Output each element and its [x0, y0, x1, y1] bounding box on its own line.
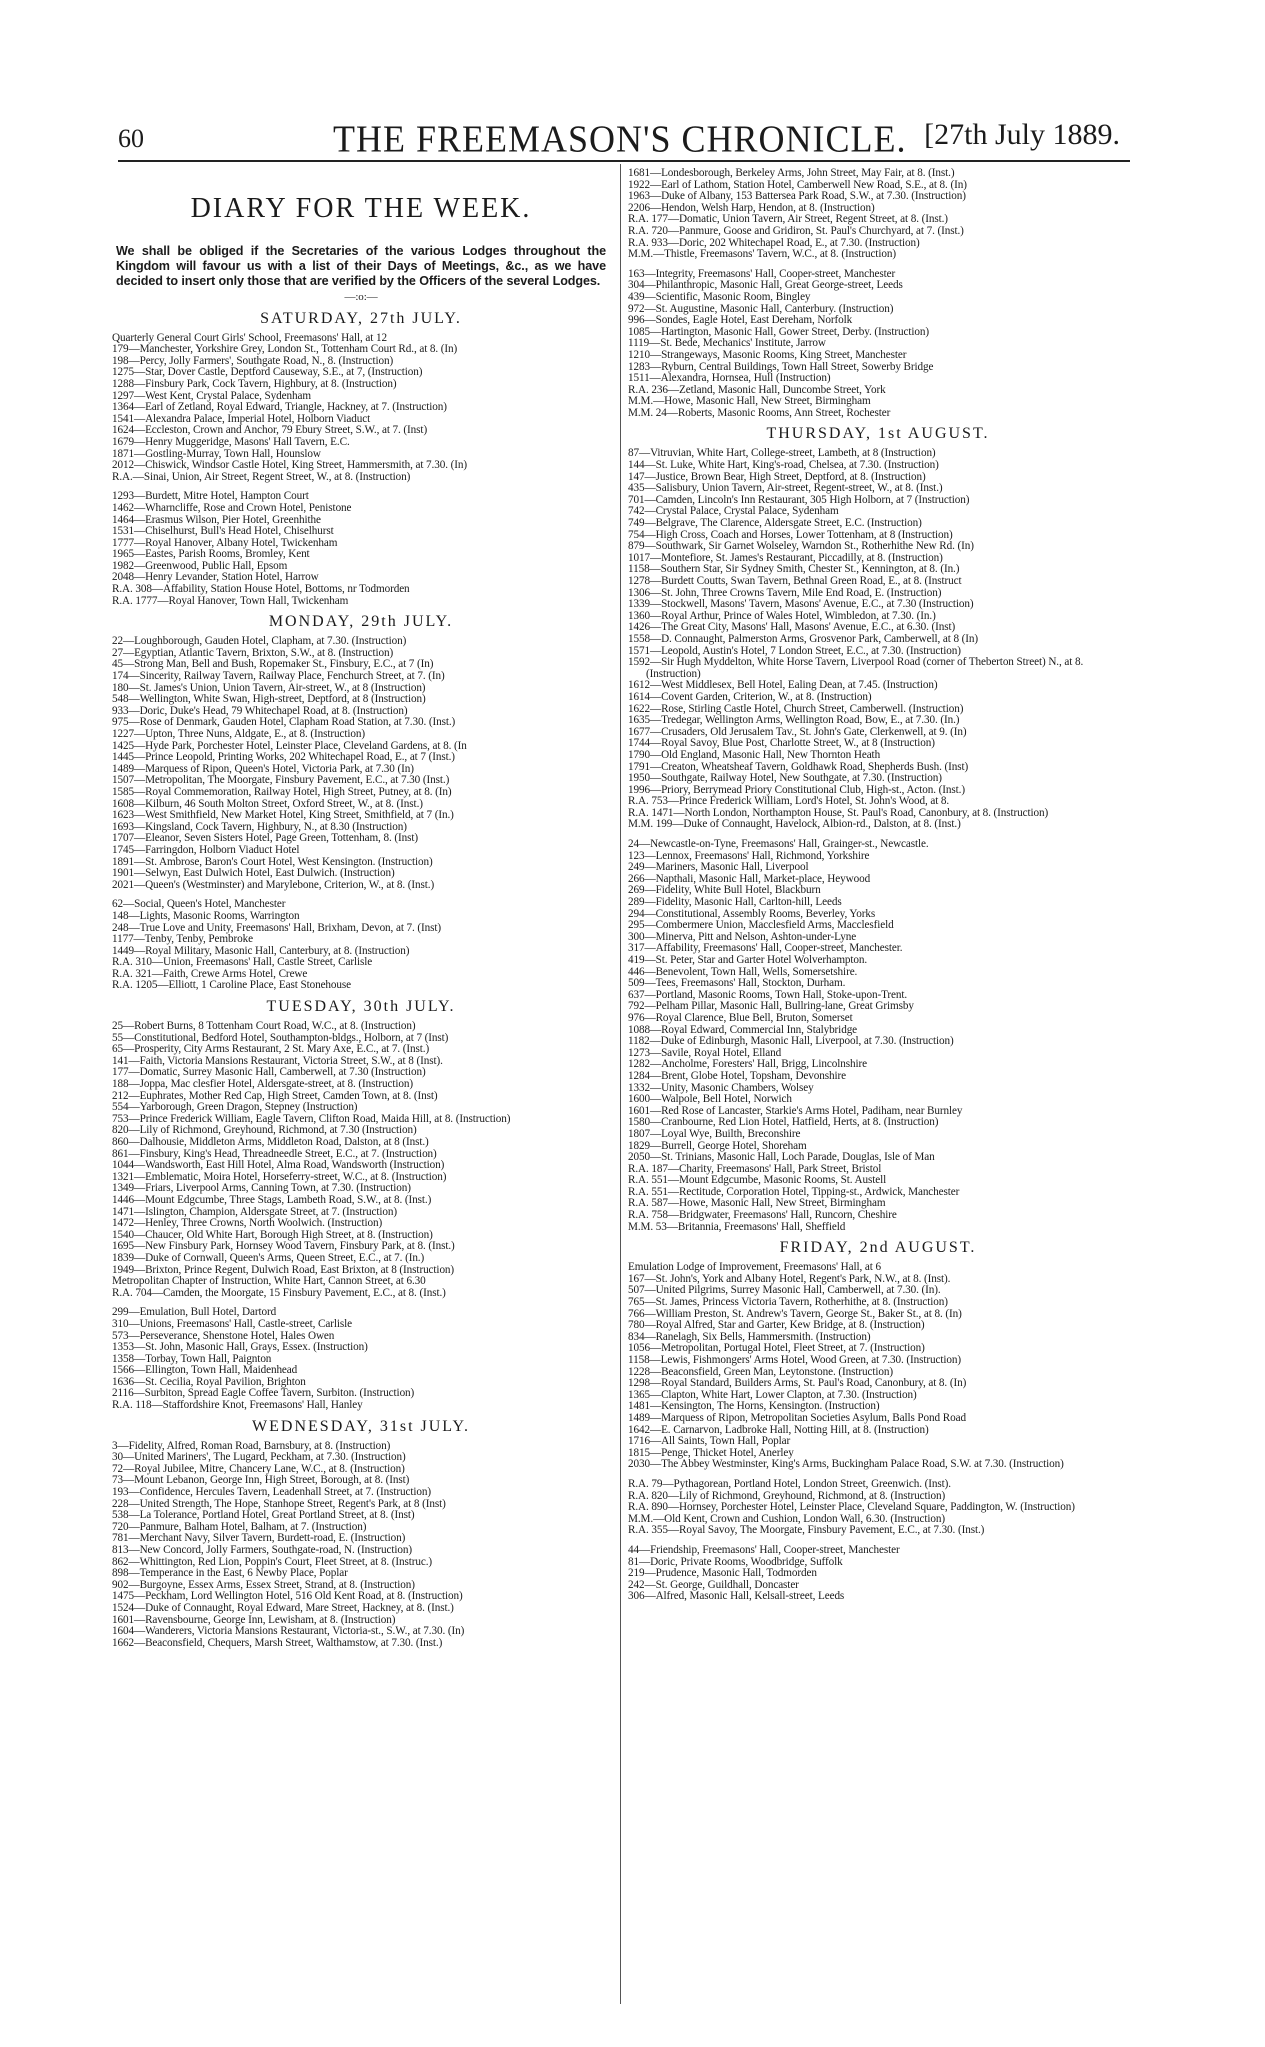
lodge-entry: 294—Constitutional, Assembly Rooms, Beverley, Yorks — [628, 908, 876, 920]
lodge-entry: R.A. 118—Staffordshire Knot, Freemasons' Hall, Hanley — [112, 1400, 363, 1412]
lodge-entry: 141—Faith, Victoria Mansions Restaurant, Victoria Street, S.W., at 8 (Inst). — [112, 1055, 443, 1067]
day-heading-tuesday: TUESDAY, 30th JULY. — [266, 998, 456, 1016]
lodge-entry: 1284—Brent, Globe Hotel, Topsham, Devonshire — [628, 1070, 847, 1082]
lodge-entry: 242—St. George, Guildhall, Doncaster — [628, 1579, 799, 1591]
masthead-title: THE FREEMASON'S CHRONICLE. — [333, 118, 907, 160]
lodge-entry: 72—Royal Jubilee, Mitre, Chancery Lane, W.C., at 8. (Instruction) — [112, 1463, 405, 1475]
column-divider — [620, 164, 621, 2004]
lodge-entry: 289—Fidelity, Masonic Hall, Carlton-hill, Leeds — [628, 897, 842, 909]
lodge-entry: R.A. 321—Faith, Crewe Arms Hotel, Crewe — [112, 968, 308, 980]
lodge-entry: 1571—Leopold, Austin's Hotel, 7 London Street, E.C., at 7.30. (Instruction) — [628, 645, 961, 657]
lodge-entry: 1580—Cranbourne, Red Lion Hotel, Hatfield, Herts, at 8. (Instruction) — [628, 1117, 939, 1129]
lodge-entry: 1949—Brixton, Prince Regent, Dulwich Road, East Brixton, at 8 (Instruction) — [112, 1264, 455, 1276]
lodge-entry: 179—Manchester, Yorkshire Grey, London St., Tottenham Court Rd., at 8. (In) — [112, 344, 458, 356]
lodge-entry: 1963—Duke of Albany, 153 Battersea Park Road, S.W., at 7.30. (Instruction) — [628, 191, 966, 203]
lodge-entry: 1464—Erasmus Wilson, Pier Hotel, Greenhithe — [112, 514, 321, 526]
lodge-entry: 1604—Wanderers, Victoria Mansions Restaurant, Victoria-st., S.W., at 7.30. (In) — [112, 1626, 465, 1638]
lodge-entry: 148—Lights, Masonic Rooms, Warrington — [112, 910, 300, 922]
lodge-entry: 1349—Friars, Liverpool Arms, Canning Town, at 7.30. (Instruction) — [112, 1183, 411, 1195]
tuesday-london-list — [112, 1021, 610, 1299]
lodge-entry: 1524—Duke of Connaught, Royal Edward, Mare Street, Hackney, at 8. (Inst.) — [112, 1602, 454, 1614]
lodge-entry: R.A. 933—Doric, 202 Whitechapel Road, E., at 7.30. (Instruction) — [628, 237, 920, 249]
lodge-entry: 1353—St. John, Masonic Hall, Grays, Essex. (Instruction) — [112, 1342, 368, 1354]
lodge-entry: 87—Vitruvian, White Hart, College-street, Lambeth, at 8 (Instruction) — [628, 448, 936, 460]
lodge-entry: 1922—Earl of Lathom, Station Hotel, Camberwell New Road, S.E., at 8. (In) — [628, 179, 967, 191]
lodge-entry: 1531—Chiselhurst, Bull's Head Hotel, Chiselhurst — [112, 526, 334, 538]
lodge-entry: 834—Ranelagh, Six Bells, Hammersmith. (Instruction) — [628, 1331, 871, 1343]
lodge-entry: 73—Mount Lebanon, George Inn, High Street, Borough, at 8. (Inst) — [112, 1475, 410, 1487]
separator: —:o:— — [344, 291, 378, 303]
lodge-entry: 1566—Ellington, Town Hall, Maidenhead — [112, 1365, 298, 1377]
lodge-entry: 1275—Star, Dover Castle, Deptford Causeway, S.E., at 7, (Instruction) — [112, 367, 423, 379]
lodge-entry: 1891—St. Ambrose, Baron's Court Hotel, West Kensington. (Instruction) — [112, 856, 433, 868]
lodge-entry: 1445—Prince Leopold, Printing Works, 202 Whitechapel Road, E., at 7 (Inst.) — [112, 752, 455, 764]
lodge-entry: 2030—The Abbey Westminster, King's Arms, Buckingham Palace Road, S.W. at 7.30. (Instruction) — [628, 1459, 1064, 1471]
lodge-entry: 1662—Beaconsfield, Chequers, Marsh Street, Walthamstow, at 7.30. (Inst.) — [112, 1637, 443, 1649]
lodge-entry: 996—Sondes, Eagle Hotel, East Dereham, Norfolk — [628, 315, 853, 327]
lodge-entry: 792—Pelham Pillar, Masonic Hall, Bullring-lane, Great Grimsby — [628, 1001, 914, 1013]
lodge-entry: 972—St. Augustine, Masonic Hall, Canterbury. (Instruction) — [628, 303, 894, 315]
lodge-entry: 1950—Southgate, Railway Hotel, New Southgate, at 7.30. (Instruction) — [628, 773, 942, 785]
lodge-entry: 24—Newcastle-on-Tyne, Freemasons' Hall, Grainger-st., Newcastle. — [628, 839, 929, 851]
lodge-entry: 1228—Beaconsfield, Green Man, Leytonstone. (Instruction) — [628, 1366, 894, 1378]
lodge-entry: 1489—Marquess of Ripon, Queen's Hotel, Victoria Park, at 7.30 (In) — [112, 763, 414, 775]
lodge-entry: 269—Fidelity, White Bull Hotel, Blackburn — [628, 885, 821, 897]
lodge-entry: 1044—Wandsworth, East Hill Hotel, Alma Road, Wandsworth (Instruction) — [112, 1160, 445, 1172]
lodge-entry: 1425—Hyde Park, Porchester Hotel, Leinster Place, Cleveland Gardens, at 8. (In — [112, 740, 467, 752]
lodge-entry: 1481—Kensington, The Horns, Kensington. (Instruction) — [628, 1401, 880, 1413]
lodge-entry: 299—Emulation, Bull Hotel, Dartord — [112, 1307, 277, 1319]
spacer — [112, 1299, 610, 1307]
lodge-entry: R.A. 758—Bridgwater, Freemasons' Hall, Runcorn, Cheshire — [628, 1210, 897, 1222]
lodge-entry: 1540—Chaucer, Old White Hart, Borough High Street, at 8. (Instruction) — [112, 1229, 433, 1241]
lodge-entry: 1449—Royal Military, Masonic Hall, Canterbury, at 8. (Instruction) — [112, 945, 410, 957]
lodge-entry: R.A. 820—Lily of Richmond, Greyhound, Richmond, at 8. (Instruction) — [628, 1490, 946, 1502]
lodge-entry: 1815—Penge, Thicket Hotel, Anerley — [628, 1447, 794, 1459]
day-heading-wednesday: WEDNESDAY, 31st JULY. — [252, 1417, 470, 1435]
lodge-entry: R.A. 308—Affability, Station House Hotel, Bottoms, nr Todmorden — [112, 584, 410, 596]
lodge-entry: R.A. 753—Prince Frederick William, Lord's Hotel, St. John's Wood, at 8. — [628, 796, 950, 808]
lodge-entry: 55—Constitutional, Bedford Hotel, Southampton-bldgs., Holborn, at 7 (Inst) — [112, 1032, 449, 1044]
lodge-entry: 742—Crystal Palace, Crystal Palace, Sydenham — [628, 506, 839, 518]
lodge-entry: 1297—West Kent, Crystal Palace, Sydenham — [112, 390, 311, 402]
lodge-entry: 1901—Selwyn, East Dulwich Hotel, East Dulwich. (Instruction) — [112, 868, 395, 880]
lodge-entry: 1507—Metropolitan, The Moorgate, Finsbury Pavement, E.C., at 7.30 (Inst.) — [112, 775, 450, 787]
lodge-entry: 1601—Ravensbourne, George Inn, Lewisham, at 8. (Instruction) — [112, 1614, 396, 1626]
lodge-entry: 1965—Eastes, Parish Rooms, Bromley, Kent — [112, 549, 310, 561]
lodge-entry: Metropolitan Chapter of Instruction, White Hart, Cannon Street, at 6.30 — [112, 1276, 426, 1288]
wednesday-london-list — [112, 1441, 610, 1650]
lodge-entry: M.M.—Old Kent, Crown and Cushion, London Wall, 6.30. (Instruction) — [628, 1513, 946, 1525]
lodge-entry: 306—Alfred, Masonic Hall, Kelsall-street, Leeds — [628, 1591, 845, 1603]
lodge-entry: 1791—Creaton, Wheatsheaf Tavern, Goldhawk Road, Shepherds Bush. (Inst) — [628, 761, 969, 773]
lodge-entry: 1558—D. Connaught, Palmerston Arms, Grosvenor Park, Camberwell, at 8 (In) — [628, 633, 979, 645]
lodge-entry: 1707—Eleanor, Seven Sisters Hotel, Page Green, Tottenham, 8. (Inst) — [112, 833, 418, 845]
lodge-entry: 1624—Eccleston, Crown and Anchor, 79 Ebury Street, S.W., at 7. (Inst) — [112, 425, 428, 437]
lodge-entry: 573—Perseverance, Shenstone Hotel, Hales Owen — [112, 1330, 335, 1342]
lodge-entry: 1298—Royal Standard, Builders Arms, St. Paul's Road, Canonbury, at 8. (In) — [628, 1378, 967, 1390]
wednesday-provincial-list — [628, 269, 1128, 420]
lodge-entry: 1278—Burdett Coutts, Swan Tavern, Bethnal Green Road, E., at 8. (Instruct — [628, 576, 962, 587]
lodge-entry: 1614—Covent Garden, Criterion, W., at 8. (Instruction) — [628, 691, 872, 703]
day-heading-thursday: THURSDAY, 1st AUGUST. — [766, 425, 990, 443]
lodge-entry: 1608—Kilburn, 46 South Molton Street, Oxford Street, W., at 8. (Inst.) — [112, 798, 423, 810]
monday-provincial-list — [112, 899, 610, 992]
lodge-entry: 310—Unions, Freemasons' Hall, Castle-street, Carlisle — [112, 1318, 353, 1330]
spacer — [112, 483, 610, 491]
spacer — [628, 261, 1128, 269]
lodge-entry: 860—Dalhousie, Middleton Arms, Middleton Road, Dalston, at 8 (Inst.) — [112, 1137, 429, 1148]
lodge-entry: 1790—Old England, Masonic Hall, New Thornton Heath — [628, 749, 881, 761]
lodge-entry: 1592—Sir Hugh Myddelton, White Horse Tavern, Liverpool Road (corner of Theberton Street) N., at 8. (Instruction) — [628, 657, 1084, 680]
lodge-entry: Quarterly General Court Girls' School, Freemasons' Hall, at 12 — [112, 332, 387, 344]
lodge-entry: 30—United Mariners', The Lugard, Peckham, at 7.30. (Instruction) — [112, 1452, 406, 1464]
lodge-entry: 1088—Royal Edward, Commercial Inn, Stalybridge — [628, 1024, 858, 1036]
lodge-entry: 2012—Chiswick, Windsor Castle Hotel, King Street, Hammersmith, at 7.30. (In) — [112, 460, 467, 472]
lodge-entry: 1472—Henley, Three Crowns, North Woolwich. (Instruction) — [112, 1218, 383, 1230]
lodge-entry: 753—Prince Frederick William, Eagle Tavern, Clifton Road, Maida Hill, at 8. (Instruction) — [112, 1113, 511, 1125]
lodge-entry: 1745—Farringdon, Holborn Viaduct Hotel — [112, 844, 300, 856]
lodge-entry: 163—Integrity, Freemasons' Hall, Cooper-street, Manchester — [628, 268, 896, 280]
lodge-entry: 188—Joppa, Mac clesfier Hotel, Aldersgate-street, at 8. (Instruction) — [112, 1079, 413, 1091]
lodge-entry: 554—Yarborough, Green Dragon, Stepney (Instruction) — [112, 1102, 358, 1114]
page-number: 60 — [118, 124, 144, 153]
lodge-entry: 2050—St. Trinians, Masonic Hall, Loch Parade, Douglas, Isle of Man — [628, 1152, 935, 1164]
lodge-entry: R.A. 79—Pythagorean, Portland Hotel, London Street, Greenwich. (Inst). — [628, 1478, 951, 1490]
lodge-entry: 248—True Love and Unity, Freemasons' Hall, Brixham, Devon, at 7. (Inst) — [112, 922, 442, 934]
lodge-entry: R.A. 1205—Elliott, 1 Caroline Place, East Stonehouse — [112, 980, 352, 992]
lodge-entry: 1306—St. John, Three Crowns Tavern, Mile End Road, E. (Instruction) — [628, 587, 942, 599]
lodge-entry: R.A.—Sinai, Union, Air Street, Regent Street, W., at 8. (Instruction) — [112, 471, 411, 483]
lodge-entry: 2206—Hendon, Welsh Harp, Hendon, at 8. (Instruction) — [628, 202, 875, 214]
lodge-entry: R.A. 355—Royal Savoy, The Moorgate, Finsbury Pavement, E.C., at 7.30. (Inst.) — [628, 1525, 985, 1537]
lodge-entry: 1642—E. Carnarvon, Ladbroke Hall, Notting Hill, at 8. (Instruction) — [628, 1424, 929, 1436]
lodge-entry: 507—United Pilgrims, Surrey Masonic Hall, Camberwell, at 7.30. (In). — [628, 1285, 941, 1297]
lodge-entry: 198—Percy, Jolly Farmers', Southgate Road, N., 8. (Instruction) — [112, 355, 394, 367]
lodge-entry: 933—Doric, Duke's Head, 79 Whitechapel Road, at 8. (Instruction) — [112, 705, 408, 717]
lodge-entry: 62—Social, Queen's Hotel, Manchester — [112, 899, 286, 911]
lodge-entry: 1585—Royal Commemoration, Railway Hotel, High Street, Putney, at 8. (In) — [112, 786, 452, 798]
lodge-entry: 177—Domatic, Surrey Masonic Hall, Camberwell, at 7.30 (Instruction) — [112, 1067, 426, 1079]
lodge-entry: 1158—Lewis, Fishmongers' Arms Hotel, Wood Green, at 7.30. (Instruction) — [628, 1355, 962, 1366]
lodge-entry: 1677—Crusaders, Old Jerusalem Tav., St. John's Gate, Clerkenwell, at 9. (In) — [628, 726, 967, 738]
lodge-entry: 446—Benevolent, Town Hall, Wells, Somersetshire. — [628, 966, 858, 978]
lodge-entry: 1475—Peckham, Lord Wellington Hotel, 516 Old Kent Road, at 8. (Instruction) — [112, 1591, 463, 1603]
lodge-entry: 1365—Clapton, White Hart, Lower Clapton, at 7.30. (Instruction) — [628, 1389, 917, 1401]
lodge-entry: 1288—Finsbury Park, Cock Tavern, Highbury, at 8. (Instruction) — [112, 378, 397, 390]
lodge-entry: 1364—Earl of Zetland, Royal Edward, Triangle, Hackney, at 7. (Instruction) — [112, 402, 447, 414]
thursday-provincial-list — [628, 839, 1128, 1233]
lodge-entry: M.M.—Howe, Masonic Hall, New Street, Birmingham — [628, 396, 871, 408]
lodge-entry: 862—Whittington, Red Lion, Poppin's Court, Fleet Street, at 8. (Instruc.) — [112, 1556, 433, 1568]
lodge-entry: 766—William Preston, St. Andrew's Tavern, George St., Baker St., at 8. (In) — [628, 1308, 962, 1320]
lodge-entry: 219—Prudence, Masonic Hall, Todmorden — [628, 1568, 817, 1580]
saturday-provincial-list — [112, 491, 610, 607]
lodge-entry: 295—Combermere Union, Macclesfield Arms, Macclesfield — [628, 920, 894, 932]
saturday-london-list — [112, 333, 610, 484]
lodge-entry: 861—Finsbury, King's Head, Threadneedle Street, E.C., at 7. (Instruction) — [112, 1148, 437, 1160]
lodge-entry: R.A. 177—Domatic, Union Tavern, Air Street, Regent Street, at 8. (Inst.) — [628, 214, 948, 226]
issue-date: [27th July 1889. — [924, 118, 1120, 151]
lodge-entry: 1339—Stockwell, Masons' Tavern, Masons' Avenue, E.C., at 7.30 (Instruction) — [628, 599, 974, 611]
day-heading-saturday: SATURDAY, 27th JULY. — [260, 309, 462, 327]
lodge-entry: 1612—West Middlesex, Bell Hotel, Ealing Dean, at 7.45. (Instruction) — [628, 680, 938, 692]
lodge-entry: 754—High Cross, Coach and Horses, Lower Tottenham, at 8 (Instruction) — [628, 529, 953, 541]
lodge-entry: 720—Panmure, Balham Hotel, Balham, at 7. (Instruction) — [112, 1521, 367, 1533]
lodge-entry: 1332—Unity, Masonic Chambers, Wolsey — [628, 1082, 814, 1094]
lodge-entry: R.A. 587—Howe, Masonic Hall, New Street, Birmingham — [628, 1198, 886, 1210]
lodge-entry: R.A. 551—Rectitude, Corporation Hotel, Tipping-st., Ardwick, Manchester — [628, 1186, 960, 1198]
wednesday-london-continued-list — [628, 168, 1128, 261]
lodge-entry: 975—Rose of Denmark, Gauden Hotel, Clapham Road Station, at 7.30. (Inst.) — [112, 717, 456, 729]
lodge-entry: 1017—Montefiore, St. James's Restaurant, Piccadilly, at 8. (Instruction) — [628, 552, 943, 564]
lodge-entry: 1085—Hartington, Masonic Hall, Gower Street, Derby. (Instruction) — [628, 326, 929, 338]
lodge-entry: 1839—Duke of Cornwall, Queen's Arms, Queen Street, E.C., at 7. (In.) — [112, 1252, 425, 1264]
lodge-entry: 548—Wellington, White Swan, High-street, Deptford, at 8 (Instruction) — [112, 694, 426, 706]
lodge-entry: 1996—Priory, Berrymead Priory Constitutional Club, High-st., Acton. (Inst.) — [628, 784, 966, 796]
lodge-entry: 1829—Burrell, George Hotel, Shoreham — [628, 1140, 807, 1152]
lodge-entry: 749—Belgrave, The Clarence, Aldersgate Street, E.C. (Instruction) — [628, 518, 922, 530]
lodge-entry: 1358—Torbay, Town Hall, Paignton — [112, 1353, 272, 1365]
lodge-entry: 45—Strong Man, Bell and Bush, Ropemaker St., Finsbury, E.C., at 7 (In) — [112, 659, 434, 671]
lodge-entry: 1636—St. Cecilia, Royal Pavilion, Brighton — [112, 1376, 306, 1388]
lodge-entry: 144—St. Luke, White Hart, King's-road, Chelsea, at 7.30. (Instruction) — [628, 460, 939, 472]
lodge-entry: 976—Royal Clarence, Blue Bell, Bruton, Somerset — [628, 1012, 853, 1024]
lodge-entry: 1541—Alexandra Palace, Imperial Hotel, Holborn Viaduct — [112, 413, 371, 425]
lodge-entry: 180—St. James's Union, Union Tavern, Air-street, W., at 8 (Instruction) — [112, 682, 426, 694]
lodge-entry: 1471—Islington, Champion, Aldersgate Street, at 7. (Instruction) — [112, 1206, 398, 1218]
lodge-entry: 174—Sincerity, Railway Tavern, Railway Place, Fenchurch Street, at 7. (In) — [112, 671, 445, 683]
diary-title: DIARY FOR THE WEEK. — [190, 193, 532, 224]
lodge-entry: 27—Egyptian, Atlantic Tavern, Brixton, S.W., at 8. (Instruction) — [112, 647, 394, 659]
lodge-entry: 1693—Kingsland, Cock Tavern, Highbury, N., at 8.30 (Instruction) — [112, 821, 407, 833]
lodge-entry: R.A. 551—Mount Edgcumbe, Masonic Rooms, St. Austell — [628, 1175, 887, 1187]
thursday-london-list — [628, 448, 1128, 831]
lodge-entry: R.A. 236—Zetland, Masonic Hall, Duncombe Street, York — [628, 384, 886, 396]
lodge-entry: 813—New Concord, Jolly Farmers, Southgate-road, N. (Instruction) — [112, 1545, 412, 1556]
lodge-entry: 65—Prosperity, City Arms Restaurant, 2 St. Mary Axe, E.C., at 7. (Inst.) — [112, 1044, 430, 1056]
monday-london-list — [112, 636, 610, 891]
lodge-entry: 1360—Royal Arthur, Prince of Wales Hotel, Wimbledon, at 7.30. (In.) — [628, 610, 936, 622]
spacer — [628, 1537, 1128, 1545]
diary-intro: We shall be obliged if the Secretaries of the various Lodges throughout the Kingdom will favour us with a list of their Days of Meetings, &c., as we have decided to insert only those that are verified by the Officers of the several Lodges. — [116, 244, 606, 288]
lodge-entry: M.M.—Thistle, Freemasons' Tavern, W.C., at 8. (Instruction) — [628, 249, 896, 261]
lodge-entry: 781—Merchant Navy, Silver Tavern, Burdett-road, E. (Instruction) — [112, 1533, 406, 1545]
lodge-entry: 147—Justice, Brown Bear, High Street, Deptford, at 8. (Instruction) — [628, 471, 926, 483]
lodge-entry: 1489—Marquess of Ripon, Metropolitan Societies Asylum, Balls Pond Road — [628, 1412, 966, 1424]
spacer — [112, 891, 610, 899]
lodge-entry: 637—Portland, Masonic Rooms, Town Hall, Stoke-upon-Trent. — [628, 989, 908, 1001]
lodge-entry: 193—Confidence, Hercules Tavern, Leadenhall Street, at 7. (Instruction) — [112, 1487, 432, 1499]
lodge-entry: 228—United Strength, The Hope, Stanhope Street, Regent's Park, at 8 (Inst) — [112, 1498, 446, 1510]
lodge-entry: 419—St. Peter, Star and Garter Hotel Wolverhampton. — [628, 955, 868, 966]
lodge-entry: 1679—Henry Muggeridge, Masons' Hall Tavern, E.C. — [112, 436, 350, 448]
lodge-entry: M.M. 53—Britannia, Freemasons' Hall, Sheffield — [628, 1221, 846, 1233]
lodge-entry: 1871—Gostling-Murray, Town Hall, Hounslow — [112, 448, 321, 460]
lodge-entry: 1623—West Smithfield, New Market Hotel, King Street, Smithfield, at 7 (In.) — [112, 810, 454, 822]
lodge-entry: 3—Fidelity, Alfred, Roman Road, Barnsbury, at 8. (Instruction) — [112, 1440, 391, 1452]
spacer — [628, 831, 1128, 839]
lodge-entry: 1177—Tenby, Tenby, Pembroke — [112, 934, 253, 946]
lodge-entry: 509—Tees, Freemasons' Hall, Stockton, Durham. — [628, 978, 846, 990]
lodge-entry: 1744—Royal Savoy, Blue Post, Charlotte Street, W., at 8 (Instruction) — [628, 738, 935, 750]
lodge-entry: 1446—Mount Edgcumbe, Three Stags, Lambeth Road, S.W., at 8. (Inst.) — [112, 1194, 432, 1206]
lodge-entry: 2116—Surbiton, Spread Eagle Coffee Tavern, Surbiton. (Instruction) — [112, 1388, 415, 1400]
lodge-entry: 1282—Ancholme, Foresters' Hall, Brigg, Lincolnshire — [628, 1059, 867, 1071]
friday-chapters-list — [628, 1479, 1128, 1537]
lodge-entry: 1158—Southern Star, Sir Sydney Smith, Chester St., Kennington, at 8. (In.) — [628, 564, 960, 576]
lodge-entry: 123—Lennox, Freemasons' Hall, Richmond, Yorkshire — [628, 850, 870, 862]
lodge-entry: 1227—Upton, Three Nuns, Aldgate, E., at 8. (Instruction) — [112, 729, 366, 740]
lodge-entry: 701—Camden, Lincoln's Inn Restaurant, 305 High Holborn, at 7 (Instruction) — [628, 494, 970, 506]
left-column — [112, 168, 610, 1993]
lodge-entry: 1056—Metropolitan, Portugal Hotel, Fleet Street, at 7. (Instruction) — [628, 1343, 925, 1355]
lodge-entry: 1273—Savile, Royal Hotel, Elland — [628, 1047, 782, 1059]
lodge-entry: 25—Robert Burns, 8 Tottenham Court Road, W.C., at 8. (Instruction) — [112, 1021, 416, 1033]
lodge-entry: R.A. 1471—North London, Northampton House, St. Paul's Road, Canonbury, at 8. (Instruction) — [628, 807, 1049, 819]
lodge-entry: 81—Doric, Private Rooms, Woodbridge, Suffolk — [628, 1556, 843, 1568]
lodge-entry: 2048—Henry Levander, Station Hotel, Harrow — [112, 572, 319, 584]
lodge-entry: M.M. 24—Roberts, Masonic Rooms, Ann Street, Rochester — [628, 407, 891, 419]
lodge-entry: 898—Temperance in the East, 6 Newby Place, Poplar — [112, 1568, 348, 1580]
lodge-entry: 902—Burgoyne, Essex Arms, Essex Street, Strand, at 8. (Instruction) — [112, 1579, 415, 1591]
lodge-entry: 1210—Strangeways, Masonic Rooms, King Street, Manchester — [628, 349, 907, 361]
lodge-entry: 212—Euphrates, Mother Red Cap, High Street, Camden Town, at 8. (Inst) — [112, 1090, 438, 1102]
lodge-entry: R.A. 704—Camden, the Moorgate, 15 Finsbury Pavement, E.C., at 8. (Inst.) — [112, 1287, 446, 1299]
lodge-entry: 435—Salisbury, Union Tavern, Air-street, Regent-street, W., at 8. (Inst.) — [628, 483, 943, 495]
lodge-entry: 1462—Wharncliffe, Rose and Crown Hotel, Penistone — [112, 502, 352, 514]
lodge-entry: 1681—Londesborough, Berkeley Arms, John Street, May Fair, at 8. (Inst.) — [628, 168, 955, 179]
lodge-entry: 1283—Ryburn, Central Buildings, Town Hall Street, Sowerby Bridge — [628, 361, 934, 373]
lodge-entry: 1982—Greenwood, Public Hall, Epsom — [112, 560, 288, 572]
lodge-entry: 1622—Rose, Stirling Castle Hotel, Church Street, Camberwell. (Instruction) — [628, 703, 964, 715]
lodge-entry: 1600—Walpole, Bell Hotel, Norwich — [628, 1094, 792, 1106]
lodge-entry: R.A. 890—Hornsey, Porchester Hotel, Leinster Place, Cleveland Square, Paddington, W. (Instruction) — [628, 1502, 1075, 1514]
lodge-entry: 879—Southwark, Sir Garnet Wolseley, Warndon St., Rotherhithe New Rd. (In) — [628, 541, 974, 553]
friday-london-list — [628, 1262, 1128, 1471]
lodge-entry: 1426—The Great City, Masons' Hall, Masons' Avenue, E.C., at 6.30. (Inst) — [628, 622, 956, 634]
lodge-entry: 44—Friendship, Freemasons' Hall, Cooper-street, Manchester — [628, 1544, 900, 1556]
lodge-entry: 1601—Red Rose of Lancaster, Starkie's Arms Hotel, Padiham, near Burnley — [628, 1105, 963, 1117]
lodge-entry: 1293—Burdett, Mitre Hotel, Hampton Court — [112, 491, 309, 503]
lodge-entry: Emulation Lodge of Improvement, Freemasons' Hall, at 6 — [628, 1262, 881, 1274]
lodge-entry: 1635—Tredegar, Wellington Arms, Wellington Road, Bow, E., at 7.30. (In.) — [628, 715, 960, 727]
lodge-entry: 1119—St. Bede, Mechanics' Institute, Jarrow — [628, 338, 826, 350]
page-header — [118, 112, 1130, 160]
lodge-entry: 780—Royal Alfred, Star and Garter, Kew Bridge, at 8. (Instruction) — [628, 1320, 925, 1332]
lodge-entry: 1511—Alexandra, Hornsea, Hull (Instruction) — [628, 373, 831, 385]
lodge-entry: R.A. 1777—Royal Hanover, Town Hall, Twickenham — [112, 595, 349, 607]
lodge-entry: R.A. 310—Union, Freemasons' Hall, Castle Street, Carlisle — [112, 957, 373, 969]
lodge-entry: 2021—Queen's (Westminster) and Marylebone, Criterion, W., at 8. (Inst.) — [112, 879, 435, 891]
lodge-entry: R.A. 720—Panmure, Goose and Gridiron, St. Paul's Churchyard, at 7. (Inst.) — [628, 225, 964, 237]
lodge-entry: 1695—New Finsbury Park, Hornsey Wood Tavern, Finsbury Park, at 8. (Inst.) — [112, 1241, 455, 1253]
lodge-entry: 1807—Loyal Wye, Builth, Breconshire — [628, 1128, 801, 1140]
spacer — [628, 1471, 1128, 1479]
lodge-entry: M.M. 199—Duke of Connaught, Havelock, Albion-rd., Dalston, at 8. (Inst.) — [628, 819, 961, 831]
tuesday-provincial-list — [112, 1307, 610, 1411]
lodge-entry: 22—Loughborough, Gauden Hotel, Clapham, at 7.30. (Instruction) — [112, 636, 407, 648]
day-heading-monday: MONDAY, 29th JULY. — [268, 613, 454, 631]
header-rule — [118, 160, 1130, 162]
lodge-entry: 249—Mariners, Masonic Hall, Liverpool — [628, 862, 809, 874]
lodge-entry: 1777—Royal Hanover, Albany Hotel, Twickenham — [112, 537, 338, 549]
day-heading-friday: FRIDAY, 2nd AUGUST. — [779, 1239, 977, 1257]
lodge-entry: R.A. 187—Charity, Freemasons' Hall, Park Street, Bristol — [628, 1163, 882, 1175]
lodge-entry: 167—St. John's, York and Albany Hotel, Regent's Park, N.W., at 8. (Inst). — [628, 1273, 951, 1285]
lodge-entry: 266—Napthali, Masonic Hall, Market-place, Heywood — [628, 873, 871, 885]
right-column — [628, 168, 1128, 1998]
lodge-entry: 304—Philanthropic, Masonic Hall, Great George-street, Leeds — [628, 280, 903, 292]
lodge-entry: 820—Lily of Richmond, Greyhound, Richmond, at 7.30 (Instruction) — [112, 1125, 417, 1137]
lodge-entry: 1182—Duke of Edinburgh, Masonic Hall, Liverpool, at 7.30. (Instruction) — [628, 1036, 954, 1048]
friday-provincial-list — [628, 1545, 1128, 1603]
lodge-entry: 538—La Tolerance, Portland Hotel, Great Portland Street, at 8. (Inst) — [112, 1510, 415, 1522]
lodge-entry: 765—St. James, Princess Victoria Tavern, Rotherhithe, at 8. (Instruction) — [628, 1297, 948, 1309]
lodge-entry: 1716—All Saints, Town Hall, Poplar — [628, 1436, 791, 1448]
lodge-entry: 300—Minerva, Pitt and Nelson, Ashton-under-Lyne — [628, 931, 857, 943]
lodge-entry: 317—Affability, Freemasons' Hall, Cooper-street, Manchester. — [628, 943, 903, 955]
lodge-entry: 1321—Emblematic, Moira Hotel, Horseferry-street, W.C., at 8. (Instruction) — [112, 1171, 447, 1183]
lodge-entry: 439—Scientific, Masonic Room, Bingley — [628, 291, 811, 303]
